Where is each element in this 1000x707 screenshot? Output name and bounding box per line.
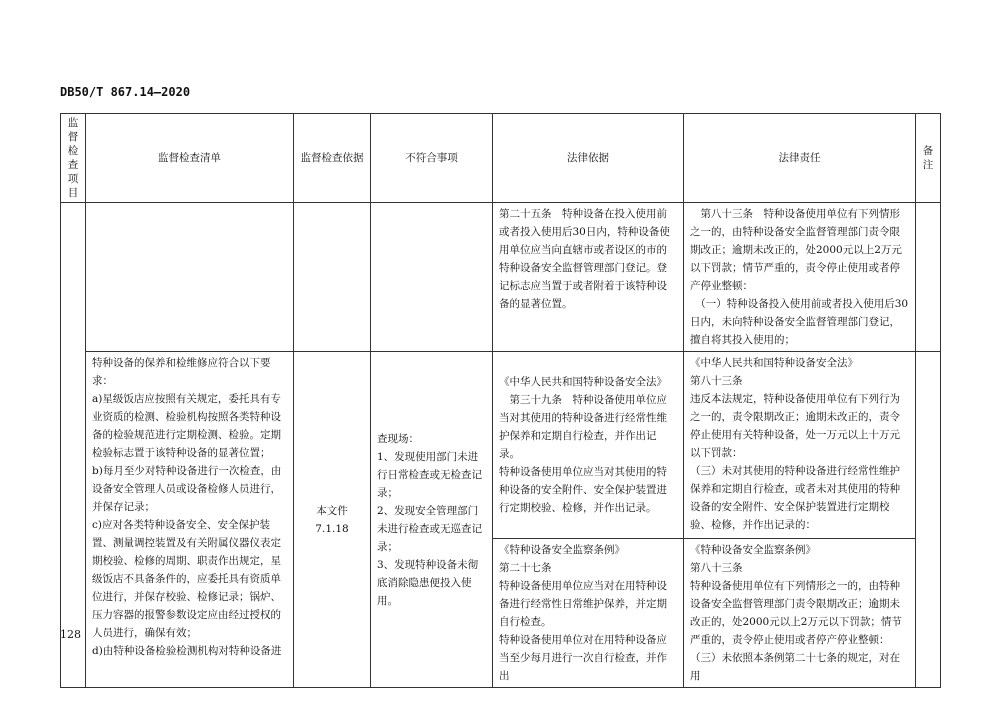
nonconformity-text: 查现场： 1、发现使用部门未进行日常检查或无检查记录； 2、发现安全管理部门未进行检查或无巡查记录； 3、发现特种设备未彻底消除隐患便投入使用。 [377,432,482,607]
legal-basis-text: 《中华人民共和国特种设备安全法》 第三十九条 特种设备使用单位应当对其使用的特种设备进行经常性维护保养和定期自行检查，并作出记录。 特种设备使用单位应当对其使用的特种设备的安全附件、安全保护装置进行定期校验、检修，并作出记录。 [499,376,667,514]
basis-cell [294,352,371,688]
table-row [61,352,941,539]
regulation-table [60,113,941,688]
item-cell [61,203,86,688]
legal-liability-text: 第八十三条 特种设备使用单位有下列情形之一的，由特种设备安全监督管理部门责令限期改正；逾期未改正的，处2000元以上2万元以下罚款；情节严重的，责令停止使用或者停产停业整顿： （一）特种设备投入使用前或者投入使用后30日内，未向特种设备安全监督管理部门登记，擅自将其投入使用的； [690,208,909,346]
col-header-item: 监督检查项目 [61,114,86,203]
col-header-nonconformity: 不符合事项 [371,114,493,203]
col-header-legal-liability: 法律责任 [684,114,916,203]
basis-cell [294,203,371,352]
legal-basis-cell [493,539,684,688]
legal-basis-text: 第二十五条 特种设备在投入使用前或者投入使用后30日内，特种设备使用单位应当向直辖市或者设区的市的特种设备安全监督管理部门登记。登记标志应当置于或者附着于该特种设备的显著位置。 [499,208,670,310]
table-header-row [61,114,941,203]
col-header-legal-basis: 法律依据 [493,114,684,203]
legal-basis-text: 《特种设备安全监察条例》 第二十七条 特种设备使用单位应当对在用特种设备进行经常性日常维护保养，并定期自行检查。 特种设备使用单位对在用特种设备应当至少每月进行一次自行检查，并作出 [499,544,667,682]
page-number: 128 [60,628,81,641]
legal-liability-cell [684,539,916,688]
checklist-cell [86,203,294,352]
nonconformity-cell [371,352,493,688]
remarks-cell [916,352,941,688]
col-header-checklist: 监督检查清单 [86,114,294,203]
checklist-cell [86,352,294,688]
remarks-cell [916,203,941,352]
legal-basis-cell [493,352,684,539]
legal-basis-cell [493,203,684,352]
checklist-text: 特种设备的保养和检维修应符合以下要求： a)星级饭店应按照有关规定，委托具有专业资质的检测、检验机构按照各类特种设备的检验规范进行定期检测、检验。定期检验标志置于该特种设备的显著位置； b)每月至少对特种设备进行一次检查，由设备安全管理人员或设备检修人员进行，并保存记录； c)应对各类特种设备安全、安全保护装置、测量调控装置及有关附属仪器仪表定期校验、检修的周期、职责作出规定，星级饭店不具备条件的，应委托具有资质单位进行，并保存校验、检修记录；锅炉、压力容器的报警参数设定应由经过授权的人员进行，确保有效； d)由特种设备检验检测机构对特种设备进 [92,357,282,657]
legal-liability-cell [684,352,916,539]
table-row [61,203,941,352]
legal-liability-cell [684,203,916,352]
nonconformity-cell [371,203,493,352]
col-header-remarks: 备注 [916,114,941,203]
legal-liability-text: 《中华人民共和国特种设备安全法》 第八十三条 违反本法规定，特种设备使用单位有下列行为之一的，责令限期改正；逾期未改正的，责令停止使用有关特种设备，处一万元以上十万元以下罚款： （三）未对其使用的特种设备进行经常性维护保养和定期自行检查，或者未对其使用的特种设备的安全附件、安全保护装置进行定期校验、检修，并作出记录的： [690,357,900,531]
basis-text: 本文件 7.1.18 [315,504,349,535]
col-header-basis: 监督检查依据 [294,114,371,203]
standard-code: DB50/T 867.14—2020 [60,85,191,99]
legal-liability-text: 《特种设备安全监察条例》 第八十三条 特种设备使用单位有下列情形之一的，由特种设备安全监督管理部门责令限期改正；逾期未改正的，处2000元以上2万元以下罚款；情节严重的，责令停止使用或者停产停业整顿： （三）未依照本条例第二十七条的规定，对在用 [690,544,902,682]
